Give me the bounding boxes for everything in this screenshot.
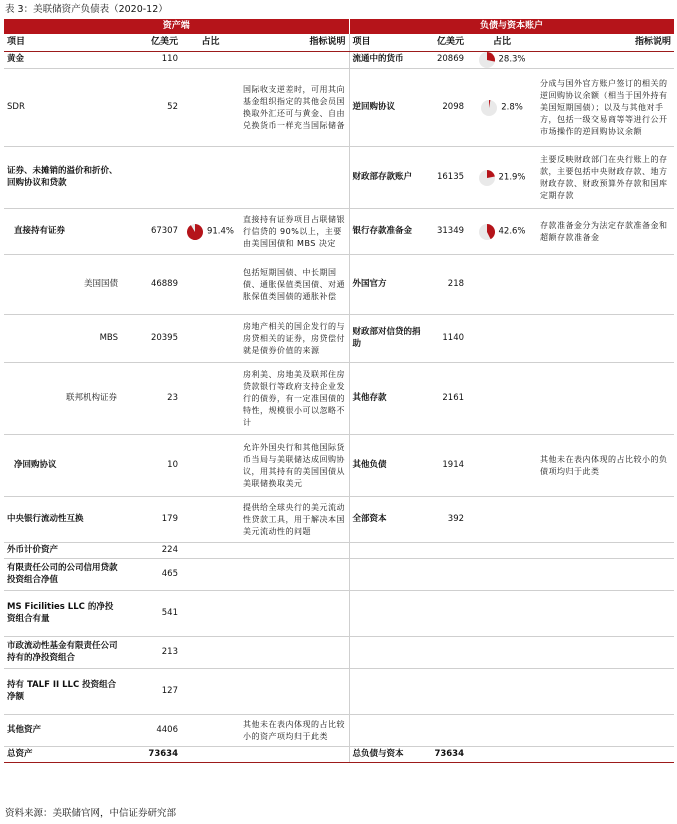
asset-share-5-cell (181, 315, 240, 363)
asset-name-5: MBS (4, 315, 121, 363)
header-item-assets: 项目 (4, 34, 121, 52)
asset-name-6: 联邦机构证券 (4, 363, 121, 435)
header-note-liabilities: 指标说明 (537, 34, 674, 52)
asset-amount-0: 110 (121, 52, 181, 69)
liability-note-3: 存款准备金分为法定存款准备金和超额存款准备金 (537, 209, 674, 255)
liability-name-5: 财政部对信贷的捐助 (349, 315, 424, 363)
asset-name-10: 有限责任公司的公司信用贷款投资组合净值 (4, 559, 121, 591)
table-row (4, 255, 674, 315)
header-note-assets: 指标说明 (240, 34, 349, 52)
asset-share-13-cell (181, 669, 240, 715)
liability-share-9-cell (467, 543, 537, 559)
liability-amount-8: 392 (424, 497, 467, 543)
liability-note-6 (537, 363, 674, 435)
liability-amount-13 (424, 669, 467, 715)
table-row (4, 591, 674, 637)
asset-share-9-cell (181, 543, 240, 559)
totals-row (4, 747, 674, 763)
liability-name-4: 外国官方 (349, 255, 424, 315)
asset-note-11 (240, 591, 349, 637)
liability-note-12 (537, 637, 674, 669)
asset-amount-7: 10 (121, 435, 181, 497)
liability-name-1: 逆回购协议 (349, 69, 424, 147)
asset-amount-13: 127 (121, 669, 181, 715)
table-row (4, 209, 674, 255)
liability-amount-5: 1140 (424, 315, 467, 363)
liability-amount-6: 2161 (424, 363, 467, 435)
asset-share-6-cell (181, 363, 240, 435)
asset-amount-6: 23 (121, 363, 181, 435)
table-title: 表 3：美联储资产负债表（2020-12） (5, 4, 168, 15)
asset-share-3-cell (181, 209, 240, 255)
liabilities-share-0: 28.3% (498, 54, 526, 65)
asset-share-10-cell (181, 559, 240, 591)
header-amount-liabilities: 亿美元 (424, 34, 467, 52)
asset-amount-3: 67307 (121, 209, 181, 255)
liability-amount-11 (424, 591, 467, 637)
asset-note-2 (240, 147, 349, 209)
table-row (4, 559, 674, 591)
liabilities-share-pie-0 (479, 52, 495, 68)
asset-note-4: 包括短期国债、中长期国债、通胀保值类国债、对通胀保值类国债的通胀补偿 (240, 255, 349, 315)
asset-share-0-cell (181, 52, 240, 69)
liability-share-13-cell (467, 669, 537, 715)
asset-share-2-cell (181, 147, 240, 209)
liability-note-2: 主要反映财政部门在央行账上的存款，主要包括中央财政存款、地方财政存款、财政预算外存款和国库定期存款 (537, 147, 674, 209)
balance-sheet-table (4, 19, 675, 763)
asset-share-12-cell (181, 637, 240, 669)
header-amount-assets: 亿美元 (121, 34, 181, 52)
liability-amount-7: 1914 (424, 435, 467, 497)
total-liabilities-empty (467, 747, 537, 763)
liability-share-6-cell (467, 363, 537, 435)
table-row (4, 497, 674, 543)
liability-share-2-cell (467, 147, 537, 209)
liability-amount-3: 31349 (424, 209, 467, 255)
liability-note-14 (537, 715, 674, 747)
header-row (4, 34, 674, 52)
asset-share-7-cell (181, 435, 240, 497)
liability-amount-4: 218 (424, 255, 467, 315)
band-liabilities: 负债与资本账户 (349, 19, 674, 34)
liability-name-0: 流通中的货币 (349, 52, 424, 69)
band-row (4, 19, 674, 34)
liability-note-4 (537, 255, 674, 315)
asset-amount-10: 465 (121, 559, 181, 591)
asset-amount-5: 20395 (121, 315, 181, 363)
liability-amount-2: 16135 (424, 147, 467, 209)
band-assets: 资产端 (4, 19, 349, 34)
liability-share-4-cell (467, 255, 537, 315)
liability-note-0 (537, 52, 674, 69)
liability-note-7: 其他未在表内体现的占比较小的负债项均归于此类 (537, 435, 674, 497)
asset-share-11-cell (181, 591, 240, 637)
table-row (4, 715, 674, 747)
asset-amount-12: 213 (121, 637, 181, 669)
liability-amount-9 (424, 543, 467, 559)
asset-amount-8: 179 (121, 497, 181, 543)
liability-note-1: 分成与国外官方账户签订的相关的逆回购协议余额（相当于国外持有美国短期国债）；以及与其他对手方，包括一级交易商等等进行公开市场操作的逆回购协议余额 (537, 69, 674, 147)
source-note: 资料来源：美联储官网，中信证券研究部 (5, 808, 177, 819)
asset-share-1-cell (181, 69, 240, 147)
liabilities-share-3: 42.6% (498, 225, 526, 236)
liability-name-9 (349, 543, 424, 559)
liability-note-11 (537, 591, 674, 637)
liability-name-10 (349, 559, 424, 591)
asset-name-13: 持有 TALF II LLC 投资组合净额 (4, 669, 121, 715)
asset-share-8-cell (181, 497, 240, 543)
asset-name-4: 美国国债 (4, 255, 121, 315)
total-assets-label: 总资产 (4, 747, 121, 763)
total-liabilities-note (537, 747, 674, 763)
liabilities-share-pie-1 (481, 100, 497, 116)
total-assets-note (240, 747, 349, 763)
asset-note-5: 房地产相关的国企发行的与房贷相关的证券，房贷偿付就是债券价值的来源 (240, 315, 349, 363)
header-share-liabilities: 占比 (467, 34, 537, 52)
asset-note-10 (240, 559, 349, 591)
asset-name-9: 外币计价资产 (4, 543, 121, 559)
asset-amount-2 (121, 147, 181, 209)
liability-name-2: 财政部存款账户 (349, 147, 424, 209)
liability-share-0-cell (467, 52, 537, 69)
table-row (4, 69, 674, 147)
asset-name-2: 证券、未摊销的溢价和折价、回购协议和贷款 (4, 147, 121, 209)
asset-amount-1: 52 (121, 69, 181, 147)
asset-name-1: SDR (4, 69, 121, 147)
liability-note-8 (537, 497, 674, 543)
asset-name-11: MS Ficilities LLC 的净投资组合有量 (4, 591, 121, 637)
liability-name-11 (349, 591, 424, 637)
liability-note-5 (537, 315, 674, 363)
asset-note-1: 国际收支逆差时，可用其向基金组织指定的其他会员国换取外汇还可与黄金、自由兑换货币一样充当国际储备 (240, 69, 349, 147)
liability-note-13 (537, 669, 674, 715)
liability-amount-14 (424, 715, 467, 747)
total-liabilities-label: 总负债与资本 (349, 747, 424, 763)
liability-name-6: 其他存款 (349, 363, 424, 435)
liabilities-share-pie-3 (479, 224, 495, 240)
asset-note-7: 允许外国央行和其他国际货币当局与美联储达成回购协议，用其持有的美国国债从美联储换取美元 (240, 435, 349, 497)
asset-note-8: 提供给全球央行的美元流动性贷款工具，用于解决本国美元流动性的问题 (240, 497, 349, 543)
assets-share-3: 91.4% (206, 225, 234, 236)
table-row (4, 315, 674, 363)
asset-name-14: 其他资产 (4, 715, 121, 747)
liability-note-10 (537, 559, 674, 591)
liability-share-11-cell (467, 591, 537, 637)
liability-name-14 (349, 715, 424, 747)
liability-share-14-cell (467, 715, 537, 747)
asset-share-4-cell (181, 255, 240, 315)
liability-name-3: 银行存款准备金 (349, 209, 424, 255)
liability-name-13 (349, 669, 424, 715)
table-row (4, 435, 674, 497)
header-share-assets: 占比 (181, 34, 240, 52)
asset-name-8: 中央银行流动性互换 (4, 497, 121, 543)
asset-note-13 (240, 669, 349, 715)
liability-share-1-cell (467, 69, 537, 147)
liability-share-5-cell (467, 315, 537, 363)
liability-amount-0: 20869 (424, 52, 467, 69)
asset-note-9 (240, 543, 349, 559)
table-row (4, 543, 674, 559)
asset-amount-4: 46889 (121, 255, 181, 315)
liability-name-8: 全部资本 (349, 497, 424, 543)
liability-amount-12 (424, 637, 467, 669)
asset-name-3: 直接持有证券 (4, 209, 121, 255)
liability-note-9 (537, 543, 674, 559)
liability-amount-10 (424, 559, 467, 591)
liability-share-8-cell (467, 497, 537, 543)
asset-amount-9: 224 (121, 543, 181, 559)
total-liabilities-amount: 73634 (424, 747, 467, 763)
total-assets-amount: 73634 (121, 747, 181, 763)
total-assets-empty (181, 747, 240, 763)
liability-share-12-cell (467, 637, 537, 669)
asset-share-14-cell (181, 715, 240, 747)
assets-share-pie-3 (187, 224, 203, 240)
liability-name-7: 其他负债 (349, 435, 424, 497)
liability-share-3-cell (467, 209, 537, 255)
asset-note-14: 其他未在表内体现的占比较小的资产项均归于此类 (240, 715, 349, 747)
asset-note-3: 直接持有证券项目占联储银行信贷的 90%以上，主要由美国国债和 MBS 决定 (240, 209, 349, 255)
asset-name-12: 市政流动性基金有限责任公司持有的净投资组合 (4, 637, 121, 669)
asset-note-12 (240, 637, 349, 669)
liabilities-share-pie-2 (479, 170, 495, 186)
asset-note-0 (240, 52, 349, 69)
table-row (4, 363, 674, 435)
table-row (4, 52, 674, 69)
asset-name-7: 净回购协议 (4, 435, 121, 497)
liability-name-12 (349, 637, 424, 669)
asset-note-6: 房利美、房地美及联邦住房贷款银行等政府支持企业发行的债券，有一定准国债的特性，规模很小可以忽略不计 (240, 363, 349, 435)
liability-share-10-cell (467, 559, 537, 591)
asset-amount-14: 4406 (121, 715, 181, 747)
liability-share-7-cell (467, 435, 537, 497)
liabilities-share-2: 21.9% (498, 171, 526, 182)
asset-name-0: 黄金 (4, 52, 121, 69)
header-item-liabilities: 项目 (349, 34, 424, 52)
table-row (4, 637, 674, 669)
table-row (4, 669, 674, 715)
asset-amount-11: 541 (121, 591, 181, 637)
liabilities-share-1: 2.8% (501, 101, 523, 112)
liability-amount-1: 2098 (424, 69, 467, 147)
table-row (4, 147, 674, 209)
